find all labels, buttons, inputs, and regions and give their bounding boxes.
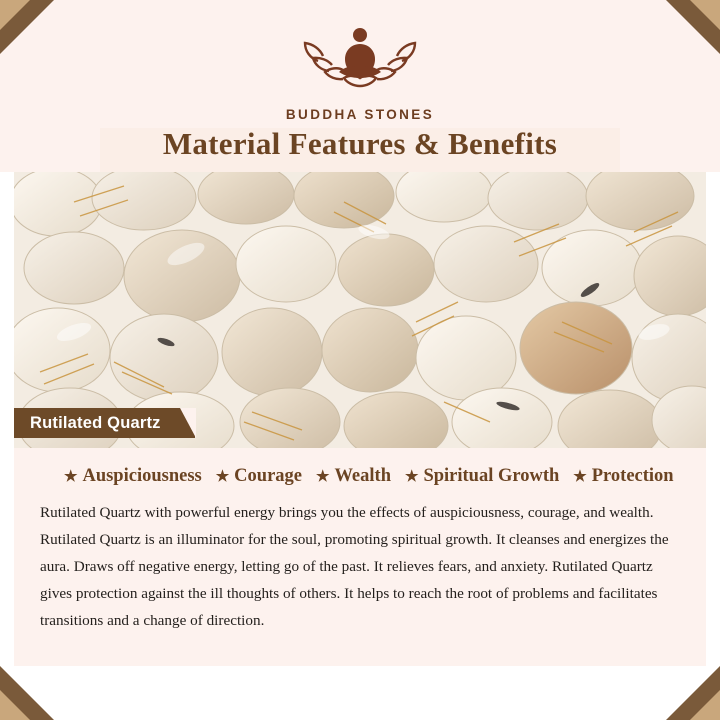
star-icon: ★ (215, 469, 230, 485)
keyword-item-wealth (316, 466, 391, 487)
corner-decoration-bottom-left-inner (0, 690, 30, 720)
keyword-list (40, 466, 680, 487)
lotus-meditation-icon (0, 22, 720, 101)
ribbon-tail-shape (180, 408, 196, 438)
stone-name-label: Rutilated Quartz (30, 413, 161, 432)
benefits-panel (14, 448, 706, 666)
brand-block (0, 0, 720, 122)
page-title: Material Features & Benefits (162, 126, 558, 161)
keyword-label: Protection (591, 466, 674, 486)
benefits-description: Rutilated Quartz with powerful energy brings you the effects of auspiciousness, courage, and wealth. Rutilated Quartz is an illuminator for the soul, promoting spiritual growth. It cleanses and energizes the aura. Draws off negative energy, letting go of the past. It relieves fears, and anxiety. Rutilated Quartz gives protection against the ill thoughts of others. It helps to reach the root of problems and facilitates transitions and a change of direction. (40, 504, 669, 630)
keyword-item-protection (573, 466, 673, 487)
keyword-label: Wealth (334, 466, 391, 486)
star-icon: ★ (404, 469, 419, 485)
keyword-label: Auspiciousness (82, 466, 202, 486)
stone-name-ribbon (14, 408, 195, 438)
keyword-label: Courage (234, 466, 302, 486)
keyword-label: Spiritual Growth (423, 466, 560, 486)
keyword-item-spiritual-growth (405, 466, 559, 487)
star-icon: ★ (64, 469, 78, 485)
corner-decoration-top-right-inner (690, 0, 720, 30)
corner-decoration-bottom-right-inner (690, 690, 720, 720)
brand-name: BUDDHA STONES (285, 107, 435, 122)
star-icon: ★ (316, 469, 330, 485)
keyword-item-auspiciousness (64, 466, 202, 487)
rutilated-quartz-stones-photo (14, 172, 706, 448)
star-icon: ★ (573, 469, 587, 485)
header (0, 0, 720, 172)
keyword-item-courage (216, 466, 302, 487)
corner-decoration-top-left-inner (0, 0, 30, 30)
